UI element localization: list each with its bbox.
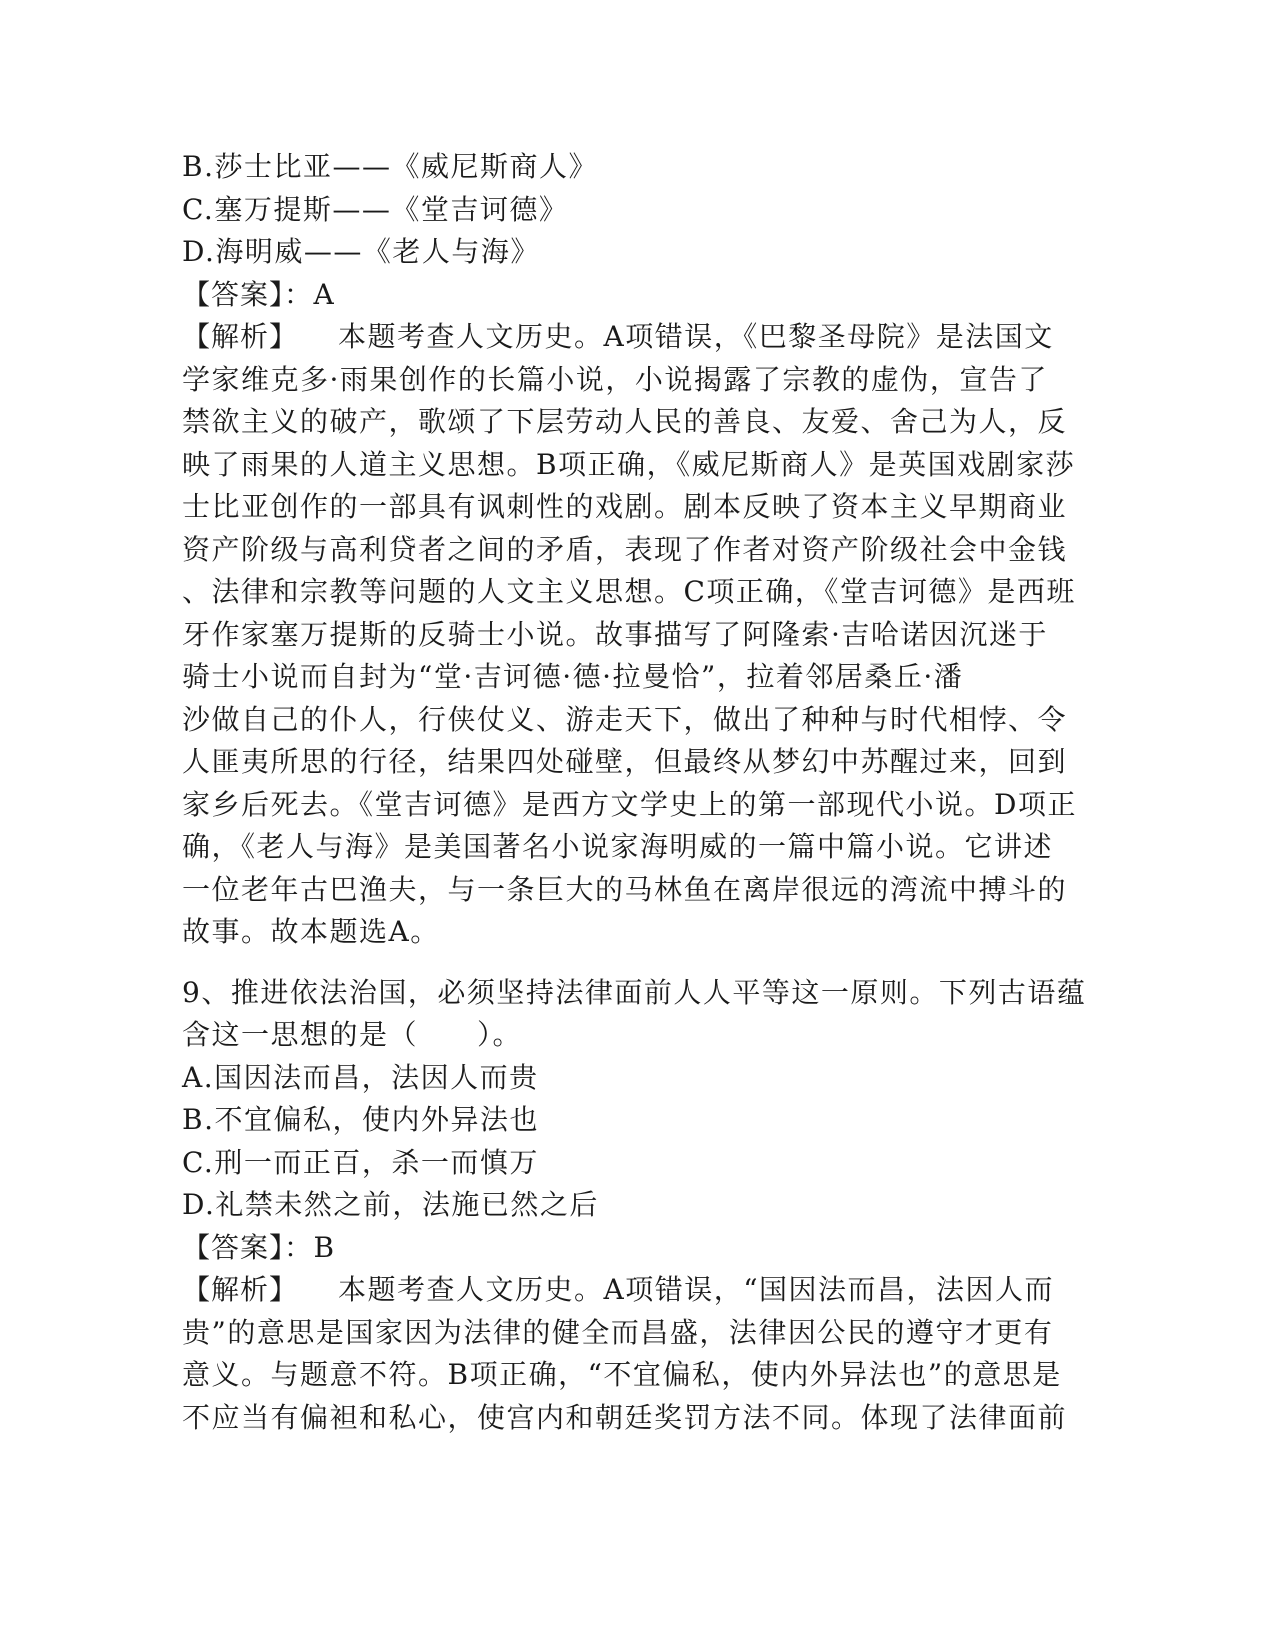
option-d: D.礼禁未然之前，法施已然之后 [182, 1188, 599, 1221]
answer-label: 【答案】 [182, 277, 285, 311]
analysis-line: 一位老年古巴渔夫，与一条巨大的马林鱼在离岸很远的湾流中搏斗的 [182, 872, 1068, 906]
question-9 [182, 972, 1087, 1440]
analysis-line: 不应当有偏袒和私心，使宫内和朝廷奖罚方法不同。体现了法律面前 [182, 1400, 1068, 1434]
analysis-line: 骑士小说而自封为“堂·吉诃德·德·拉曼恰”，拉着邻居桑丘·潘 [182, 660, 964, 693]
document-page [182, 146, 1087, 1439]
question-spacer [182, 954, 1062, 972]
analysis-line: 家乡后死去。《堂吉诃德》是西方文学史上的第一部现代小说。D项正 [182, 787, 1077, 821]
question-stem: 9、推进依法治国，必须坚持法律面前人人平等这一原则。下列古语蕴 [182, 975, 1087, 1009]
option-a: A.国因法而昌，法因人而贵 [182, 1060, 539, 1094]
analysis-text: 本题考查人文历史。A项错误，“国因法而昌，法因人而 [338, 1273, 1055, 1306]
analysis-line: 故事。故本题选A。 [182, 915, 440, 948]
answer-line [182, 1227, 1062, 1270]
answer-value: B [313, 1230, 336, 1264]
analysis-label: 【解析】 [182, 320, 299, 353]
analysis-line: 人匪夷所思的行径，结果四处碰壁，但最终从梦幻中苏醒过来，回到 [182, 745, 1068, 778]
answer-line [182, 274, 1062, 317]
option-d: D.海明威——《老人与海》 [182, 235, 540, 268]
analysis-line: 、法律和宗教等问题的人文主义思想。C项正确，《堂吉诃德》是西班 [182, 575, 1076, 608]
analysis-first-line [182, 316, 1062, 359]
analysis-line: 士比亚创作的一部具有讽刺性的戏剧。剧本反映了资本主义早期商业 [182, 490, 1068, 523]
option-b: B.莎士比亚——《威尼斯商人》 [182, 150, 598, 183]
analysis-first-line [182, 1269, 1062, 1312]
analysis-line: 沙做自己的仆人，行侠仗义、游走天下，做出了种种与时代相悖、令 [182, 702, 1068, 736]
option-c: C.刑一而正百，杀一而慎万 [182, 1145, 539, 1179]
analysis-line: 禁欲主义的破产，歌颂了下层劳动人民的善良、友爱、舍己为人，反 [182, 405, 1068, 438]
answer-separator: ： [284, 277, 314, 311]
analysis-label: 【解析】 [182, 1273, 299, 1306]
option-b: B.不宜偏私，使内外异法也 [182, 1103, 539, 1136]
analysis-line: 映了雨果的人道主义思想。B项正确，《威尼斯商人》是英国戏剧家莎 [182, 447, 1076, 481]
analysis-line: 贵”的意思是国家因为法律的健全而昌盛，法律因公民的遵守才更有 [182, 1315, 1054, 1349]
option-c: C.塞万提斯——《堂吉诃德》 [182, 192, 569, 226]
analysis-line: 牙作家塞万提斯的反骑士小说。故事描写了阿隆索·吉哈诺因沉迷于 [182, 617, 1048, 651]
analysis-text: 本题考查人文历史。A项错误，《巴黎圣母院》是法国文 [338, 320, 1054, 353]
answer-value: A [313, 277, 336, 311]
analysis-line: 意义。与题意不符。B项正确，“不宜偏私，使内外异法也”的意思是 [182, 1358, 1062, 1391]
analysis-line: 确，《老人与海》是美国著名小说家海明威的一篇中篇小说。它讲述 [182, 830, 1054, 863]
analysis-line: 资产阶级与高利贷者之间的矛盾，表现了作者对资产阶级社会中金钱 [182, 532, 1068, 566]
answer-separator: ： [284, 1230, 314, 1264]
analysis-line: 学家维克多·雨果创作的长篇小说，小说揭露了宗教的虚伪，宣告了 [182, 362, 1048, 396]
question-8-continued [182, 146, 1077, 954]
answer-label: 【答案】 [182, 1230, 285, 1264]
question-stem: 含这一思想的是（ ）。 [182, 1018, 523, 1051]
